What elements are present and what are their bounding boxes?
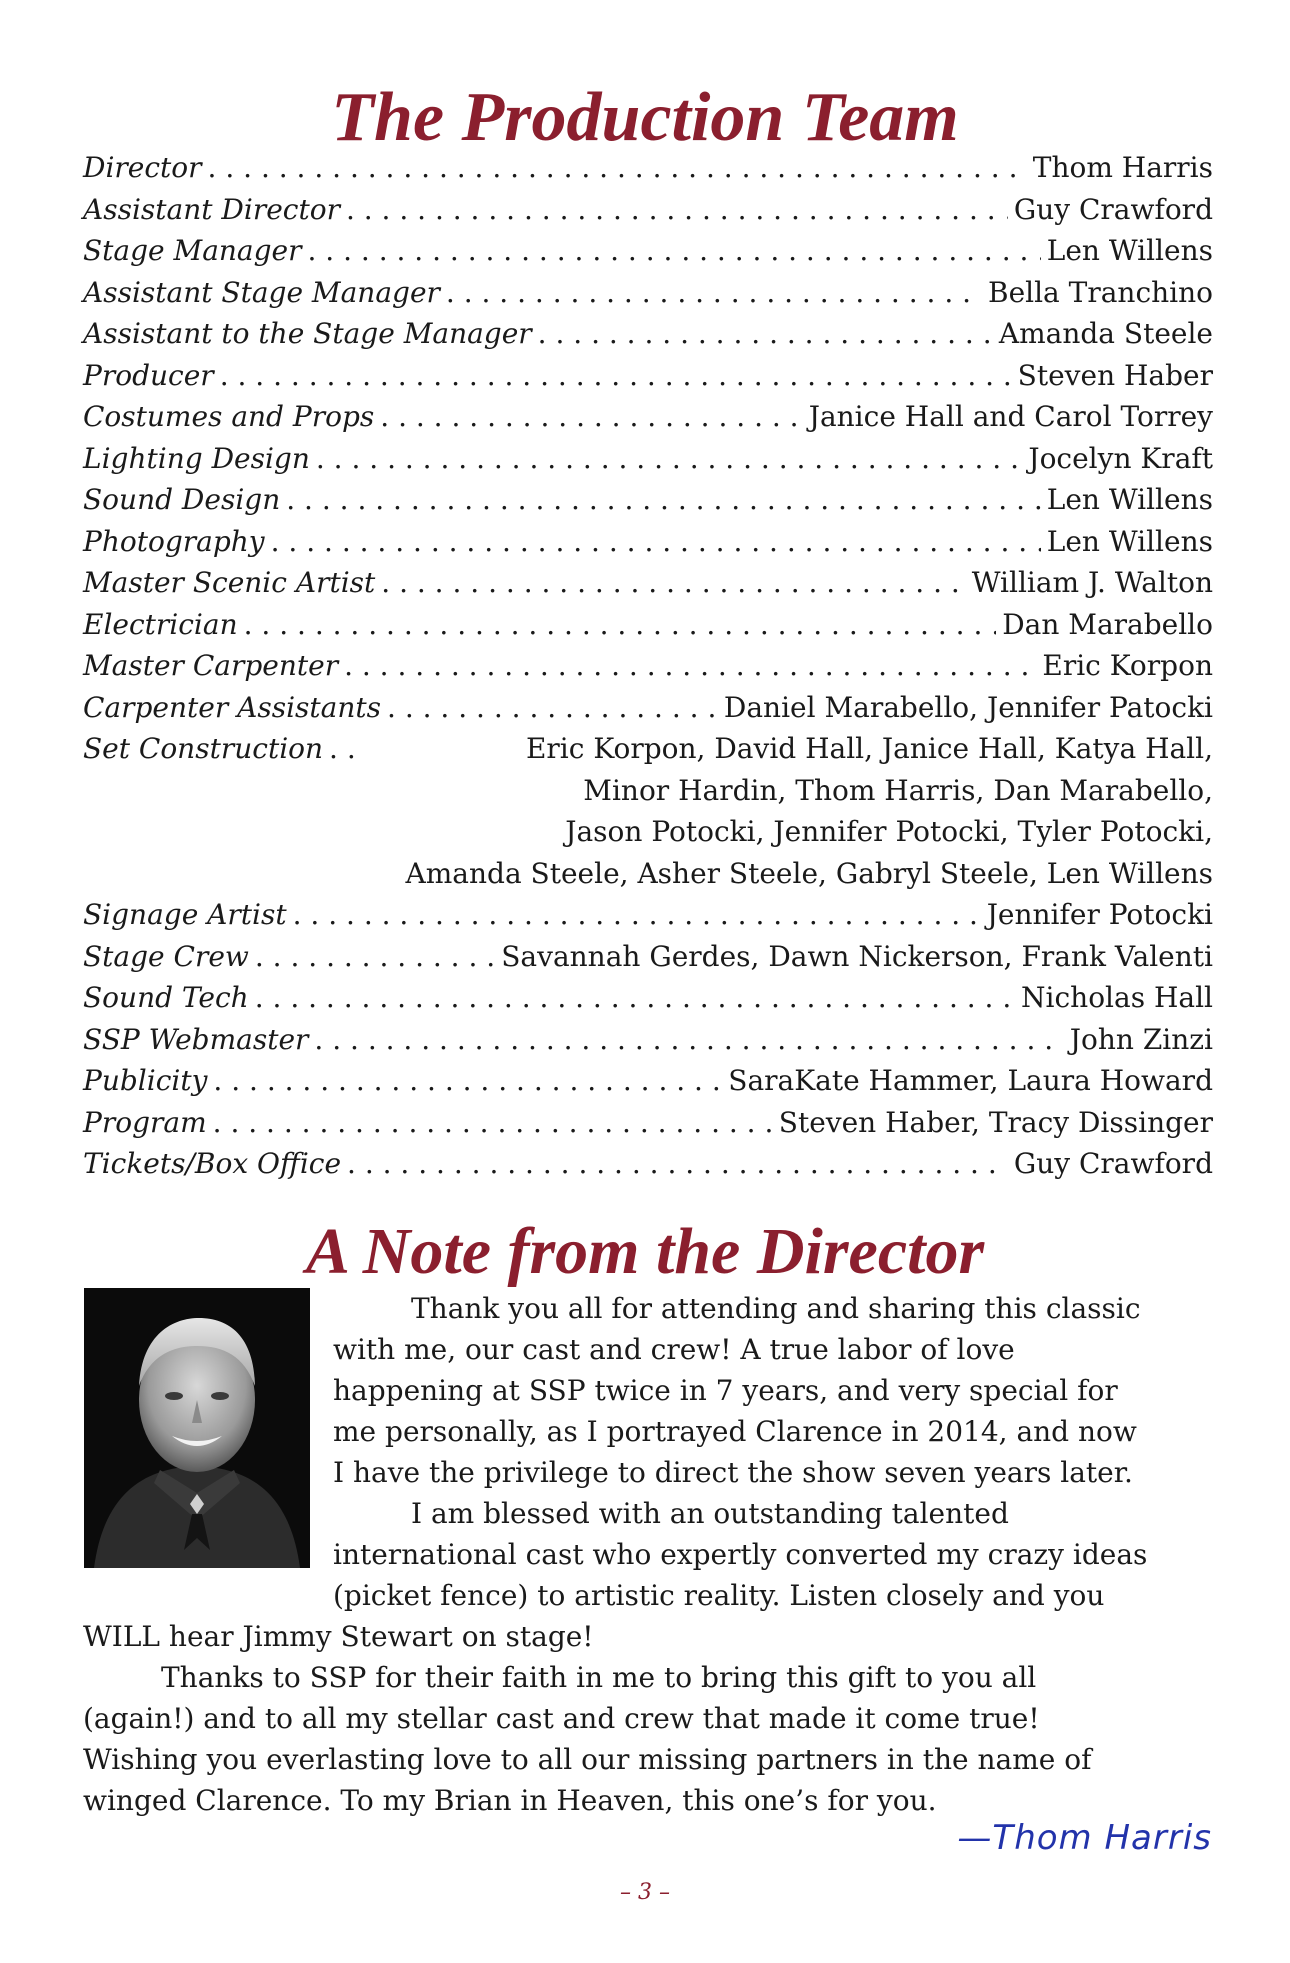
dot-leader: [316, 438, 1022, 480]
dot-leader: [380, 396, 802, 438]
credit-name-line: Jason Potocki, Jennifer Potocki, Tyler Potocki,: [565, 815, 1213, 848]
credit-name: Len Willens: [1046, 483, 1213, 516]
dot-leader: [446, 272, 982, 314]
dot-leader: [344, 645, 1036, 687]
credit-name: Bella Tranchino: [988, 275, 1213, 309]
credit-role: Assistant to the Stage Manager: [83, 317, 532, 350]
note-line: Wishing you everlasting love to all our missing partners in the name of: [83, 1743, 1092, 1776]
set-construction-row: [83, 728, 1213, 894]
credit-row: [83, 230, 1213, 272]
credit-role: Set Construction: [83, 732, 324, 765]
credit-role: Stage Crew: [83, 939, 249, 973]
credit-role: Lighting Design: [83, 441, 310, 475]
note-line: (again!) and to all my stellar cast and crew that made it come true!: [83, 1702, 1040, 1735]
credit-role: Publicity: [83, 1064, 208, 1097]
note-line: (picket fence) to artistic reality. Listen closely and you: [333, 1579, 1105, 1612]
page-number: – 3 –: [620, 1880, 670, 1905]
note-line: winged Clarence. To my Brian in Heaven, this one’s for you.: [83, 1784, 937, 1817]
credit-name: Jocelyn Kraft: [1028, 441, 1213, 475]
credit-name: Thom Harris: [1032, 151, 1213, 184]
note-line: happening at SSP twice in 7 years, and very special for: [333, 1374, 1118, 1407]
dot-leader: [255, 936, 495, 978]
note-line: with me, our cast and crew! A true labor of love: [333, 1333, 1015, 1366]
credit-name: Dan Marabello: [1002, 607, 1213, 641]
credit-role: Master Scenic Artist: [83, 566, 376, 599]
director-note-title: A Note from the Director: [305, 1215, 985, 1288]
dot-leader: [293, 894, 981, 936]
dot-leader: [286, 479, 1041, 521]
dot-leader: [308, 230, 1041, 272]
note-line: I have the privilege to direct the show seven years later.: [333, 1456, 1133, 1489]
production-team-title: The Production Team: [331, 79, 959, 156]
dot-leader: [329, 728, 365, 770]
director-note-body: [83, 1288, 1213, 1821]
credit-name: Guy Crawford: [1013, 1147, 1213, 1180]
credit-role: Carpenter Assistants: [83, 690, 382, 724]
credit-row: [83, 604, 1213, 646]
dot-leader: [346, 189, 1008, 231]
note-line: international cast who expertly converted my crazy ideas: [333, 1538, 1148, 1571]
dot-leader: [538, 313, 993, 355]
credit-name: Daniel Marabello, Jennifer Patocki: [723, 690, 1213, 724]
credit-row: [83, 1143, 1213, 1185]
credit-row: [83, 479, 1213, 521]
dot-leader: [244, 604, 997, 646]
credit-row: [83, 355, 1213, 397]
credit-row: [83, 313, 1213, 355]
credit-row: [83, 687, 1213, 729]
credit-role: Electrician: [83, 607, 238, 641]
credit-row: [83, 1019, 1213, 1061]
dot-leader: [220, 355, 1012, 397]
credit-role: Producer: [83, 358, 214, 392]
note-line: me personally, as I portrayed Clarence in 2014, and now: [333, 1415, 1137, 1448]
dot-leader: [208, 147, 1027, 189]
credit-role: Sound Design: [83, 483, 281, 516]
credit-row: [83, 1102, 1213, 1144]
dot-leader: [255, 977, 1015, 1019]
credit-row: [83, 645, 1213, 687]
dot-leader: [213, 1060, 722, 1102]
director-signature: —Thom Harris: [957, 1818, 1212, 1858]
credit-name-line: Minor Hardin, Thom Harris, Dan Marabello,: [583, 773, 1213, 807]
credit-name: Guy Crawford: [1013, 192, 1213, 226]
credit-row: [83, 521, 1213, 563]
credit-role: Stage Manager: [83, 234, 302, 267]
credit-row: [83, 147, 1213, 189]
credit-row: [83, 189, 1213, 231]
credit-role: Director: [83, 151, 202, 184]
credit-name: Len Willens: [1046, 234, 1213, 267]
credit-name: Steven Haber, Tracy Dissinger: [778, 1105, 1213, 1139]
set-construction-names: [371, 728, 1213, 894]
credit-name-line: Amanda Steele, Asher Steele, Gabryl Steele, Len Willens: [405, 856, 1213, 890]
credit-name: Jennifer Potocki: [986, 898, 1213, 931]
credits-list: [83, 147, 1213, 1185]
credit-role: Signage Artist: [83, 898, 287, 931]
credit-row: [83, 396, 1213, 438]
credit-name: Steven Haber: [1017, 358, 1213, 392]
credit-role: Master Carpenter: [83, 649, 339, 682]
credit-name: Eric Korpon: [1042, 649, 1213, 682]
credit-row: [83, 562, 1213, 604]
credit-name: John Zinzi: [1069, 1022, 1213, 1056]
credit-row: [83, 1060, 1213, 1102]
credit-name: Savannah Gerdes, Dawn Nickerson, Frank Valenti: [501, 939, 1213, 973]
credit-role: Program: [83, 1105, 207, 1139]
dot-leader: [213, 1102, 773, 1144]
credit-role: Costumes and Props: [83, 400, 375, 433]
credit-name: SaraKate Hammer, Laura Howard: [728, 1064, 1213, 1097]
credit-row: [83, 438, 1213, 480]
credit-name: Amanda Steele: [998, 317, 1213, 350]
credit-name: Nicholas Hall: [1021, 981, 1213, 1014]
credit-name-line: Eric Korpon, David Hall, Janice Hall, Katya Hall,: [525, 732, 1213, 765]
credit-role: Sound Tech: [83, 981, 249, 1014]
note-line: WILL hear Jimmy Stewart on stage!: [83, 1620, 594, 1653]
credit-role: Assistant Stage Manager: [83, 275, 440, 309]
credit-role: Photography: [83, 524, 265, 558]
dot-leader: [271, 521, 1041, 563]
credit-role: Assistant Director: [83, 192, 340, 226]
note-line: Thanks to SSP for their faith in me to bring this gift to you all: [161, 1661, 1037, 1694]
note-line: I am blessed with an outstanding talented: [411, 1497, 1009, 1530]
credit-name: William J. Walton: [971, 566, 1213, 599]
dot-leader: [347, 1143, 1008, 1185]
dot-leader: [314, 1019, 1063, 1061]
credit-row: [83, 894, 1213, 936]
credit-role: SSP Webmaster: [83, 1022, 309, 1056]
credit-row: [83, 936, 1213, 978]
credit-row: [83, 977, 1213, 1019]
dot-leader: [387, 687, 718, 729]
credit-role: Tickets/Box Office: [83, 1147, 342, 1180]
credit-name: Janice Hall and Carol Torrey: [808, 400, 1213, 433]
credit-row: [83, 272, 1213, 314]
note-line: Thank you all for attending and sharing this classic: [411, 1292, 1141, 1325]
credit-name: Len Willens: [1046, 524, 1213, 558]
dot-leader: [381, 562, 965, 604]
